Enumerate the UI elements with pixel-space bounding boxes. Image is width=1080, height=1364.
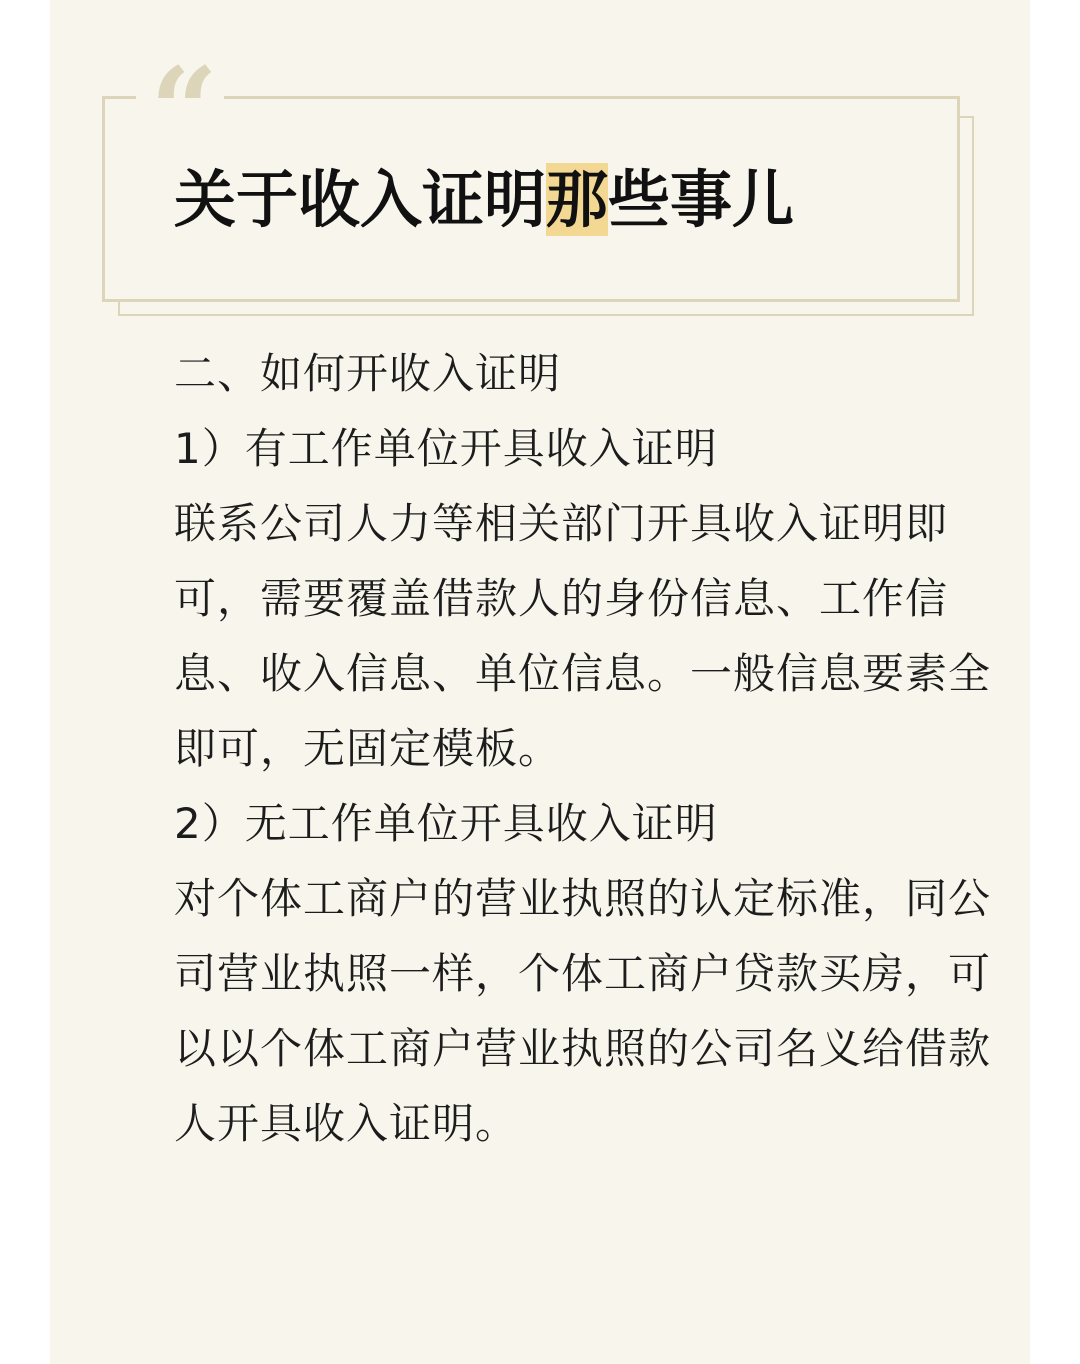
article-body [174,336,1014,1161]
body-line: 人开具收入证明。 [174,1099,519,1148]
body-line: 以以个体工商户营业执照的公司名义给借款 [174,1024,992,1073]
title-text-start: 关于收入证明 [174,163,547,236]
body-line: 即可，无固定模板。 [174,724,562,773]
section-heading: 二、如何开收入证明 [174,349,562,398]
subsection-heading: 2）无工作单位开具收入证明 [174,799,718,848]
body-line: 联系公司人力等相关部门开具收入证明即 [174,499,949,548]
title-text-end: 些事儿 [608,163,795,236]
page-title [174,160,794,240]
article-page [50,0,1030,1364]
body-line: 司营业执照一样，个体工商户贷款买房，可 [174,949,992,998]
body-line: 对个体工商户的营业执照的认定标准，同公 [174,874,992,923]
body-line: 息、收入信息、单位信息。一般信息要素全 [174,649,992,698]
subsection-heading: 1）有工作单位开具收入证明 [174,424,718,473]
quote-icon: “ [136,52,224,132]
title-highlight: 那 [546,163,609,236]
body-line: 可，需要覆盖借款人的身份信息、工作信 [174,574,949,623]
